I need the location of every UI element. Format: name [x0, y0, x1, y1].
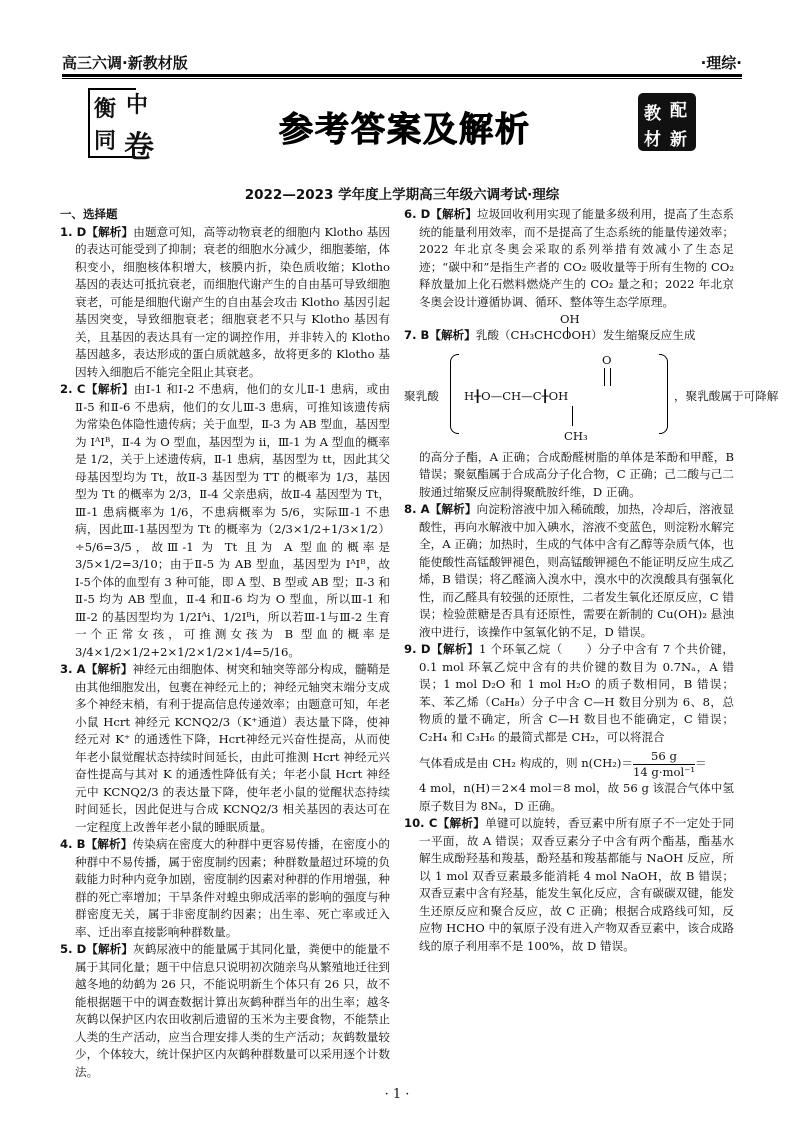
answer-item [404, 815, 734, 955]
logo-char: 新 [670, 130, 687, 150]
methyl-bond [572, 406, 573, 426]
logo-hengzhong [88, 88, 160, 165]
answer-tag: 10. C【解析】 [404, 816, 486, 830]
section-heading: 一、选择题 [60, 207, 118, 221]
polylactic-acid-structure [404, 346, 779, 448]
answer-item [60, 381, 390, 661]
header-right-label: ·理综· [700, 54, 742, 72]
right-column [404, 206, 779, 955]
page-title: 参考答案及解析 [279, 110, 531, 150]
header-rule-thin [62, 78, 742, 79]
carbonyl-oxygen: O [602, 352, 612, 367]
answer-tag: 2. C【解析】 [60, 382, 134, 396]
answer-tag: 5. D【解析】 [60, 942, 134, 956]
exam-subtitle: 2022—2023 学年度上学期高三年级六调考试·理综 [244, 187, 560, 203]
answer-tag: 3. A【解析】 [60, 662, 133, 676]
answer-text: 灰鹤尿液中的能量属于其同化量，粪便中的能量不属于其同化量；题干中信息只说明初次随亲鸟从繁殖地迁往到越冬地的幼鹤为 26 只，不能说明新生个体只有 26 只，故不能根据题干中的调查数据计算出灰鹤种群当年的出生率；越冬灰鹤以保护区内农田收割后遗留的玉米为主要食物，不能禁止人类的生产活动，应当合理安排人类的生产活动；灰鹤数量较少，个体较大，统计保护区内灰鹤种群数量可以采用逐个计数法。 [75, 942, 390, 1079]
answer-text: 1 个环氧乙烷（ ）分子中含有 7 个共价键，0.1 mol 环氧乙烷中含有的共价键的数目为 0.7Nₐ，A 错误；1 mol D₂O 和 1 mol H₂O 的质子数相同，B 错误；苯、苯乙烯（C₈H₈）分子中含 C—H 数目分别为 6、8，总物质的量不确定，所含 C—H 数目也不能确定，C 错误；C₂H₄ 和 C₃H₆ 的最简式都是 CH₂，可以将混合 [419, 642, 734, 744]
answer-text: 垃圾回收利用实现了能量多级利用，提高了生态系统的能量利用效率，而不是提高了生态系统的能量传递效率；2022 年北京冬奥会采取的系列举措有效减小了生态足迹；“碳中和”是指生产者的 CO₂ 吸收量等于所有生物的 CO₂ 释放量加上化石燃料燃烧产生的 CO₂ 量之和；2022 年北京冬奥会设计遵循协调、循环、整体等生态学原理。 [419, 207, 734, 309]
methyl-group: CH₃ [564, 428, 588, 443]
answer-text: 乳酸（CH₃CHCOOH）发生缩聚反应生成 [475, 328, 696, 342]
logo-char: 衡 [94, 96, 117, 122]
answer-item [404, 641, 734, 746]
answer-text-continued: 4 mol，n(H)＝2×4 mol＝8 mol，故 56 g 该混合气体中氢原子数目为 8Nₐ，D 正确。 [419, 781, 734, 813]
polymer-chain: H╂O—CH—C╂OH [464, 388, 569, 403]
formula-prefix: 气体看成是由 CH₂ 构成的，则 n(CH₂)＝ [419, 756, 633, 770]
fraction [633, 749, 695, 780]
answer-item [60, 836, 390, 941]
structure-suffix: ，聚乳酸属于可降解 [674, 388, 779, 403]
header-left-label: 高三六调·新教材版 [62, 54, 188, 72]
header-rule-thick [62, 74, 742, 77]
logo-char: 教 [644, 104, 661, 124]
left-column [60, 206, 390, 1081]
logo-char: 材 [644, 130, 661, 150]
answer-text: 神经元由细胞体、树突和轴突等部分构成，髓鞘是由其他细胞发出，包裹在神经元上的；神经元轴突末端分支成多个神经末梢，有利于提高信息传递效率；由题意可知，年老小鼠 Hcrt 神经元 KCNQ2/3（K⁺通道）表达量下降，使神经元对 K⁺ 的通透性下降，Hcrt神经元兴奋性提高，从而使年老小鼠觉醒状态持续时间延长，由此可推测 Hcrt 神经元兴奋性提高与其对 K 的通透性降低有关；年老小鼠 Hcrt 神经元中 KCNQ2/3 的表达量下降，使年老小鼠的觉醒状态持续时间延长，因此促进与合成 KCNQ2/3 相关基因的表达可在一定程度上改善年老小鼠的睡眠质量。 [75, 662, 390, 834]
logo-char: 配 [670, 101, 687, 121]
answer-item [60, 224, 390, 382]
answer-tag: 9. D【解析】 [404, 642, 480, 656]
answer-text: 由Ⅰ-1 和Ⅰ-2 不患病，他们的女儿Ⅱ-1 患病，或由Ⅱ-5 和Ⅱ-6 不患病，他们的女儿Ⅲ-3 患病，可推知该遗传病为常染色体隐性遗传病；关于血型，Ⅱ-3 为 AB 型血，基因型为 IᴬIᴮ，Ⅱ-4 为 O 型血，基因型为 ii，Ⅲ-1 为 A 型血的概率是 1/2，关于上述遗传病，Ⅱ-1 患病，基因型为 tt，因此其父母基因型均为 Tt，故Ⅱ-3 基因型为 TT 的概率为 1/3，基因型为 Tt 的概率为 2/3，Ⅱ-4 父亲患病，故Ⅱ-4 基因型为 Tt，Ⅲ-1 患病概率为 1/6，不患病概率为 5/6，实际Ⅲ-1 不患病，因此Ⅲ-1基因型为 Tt 的概率为（2/3×1/2+1/3×1/2）÷5/6=3/5，故Ⅲ-1 为 Tt 且为 A 型血的概率是 3/5×1/2=3/10；由于Ⅱ-5 为 AB 型血，基因型为 IᴬIᴮ，故Ⅰ-5个体的血型有 3 种可能，即 A 型、B 型或 AB 型；Ⅱ-3 和Ⅱ-5 均为 AB 型血，Ⅱ-4 和Ⅱ-6 均为 O 型血，所以Ⅲ-1 和Ⅲ-2 的基因型均为 1/2Iᴬi、1/2Iᴮi，所以若Ⅲ-1与Ⅲ-2 生育一个正常女孩，可推测女孩为 B 型血的概率是 3/4×1/2×1/2+2×1/2×1/2×1/4=5/16。 [75, 382, 390, 659]
answer-text: 由题意可知，高等动物衰老的细胞内 Klotho 基因的表达可能受到了抑制；衰老的细胞水分减少，细胞萎缩，体积变小，细胞核体积增大，核膜内折，染色质收缩；Klotho 基因的表达可抵抗衰老，而细胞代谢产生的自由基可导致细胞衰老，可能是细胞代谢产生的自由基会攻击 Klotho 基因引起基因突变，导致细胞衰老；细胞衰老不只与 Klotho 基因有关，且基因的表达具有一定的调控作用，并非转入的 Klotho 基因越多，表达形成的蛋白质就越多，故将更多的 Klotho 基因转入细胞后不能完全阻止其衰老。 [75, 224, 391, 379]
fraction-numerator: 56 g [633, 749, 695, 765]
fraction-denominator: 14 g·mol⁻¹ [632, 764, 695, 779]
answer-item [404, 206, 734, 311]
answer-tag: 6. D【解析】 [404, 207, 478, 221]
logo-char: 卷 [124, 130, 154, 165]
logo-new-textbook [638, 93, 696, 151]
answer-tag: 7. B【解析】 [404, 328, 476, 342]
answer-text: 传染病在密度大的种群中更容易传播，在密度小的种群中不易传播，属于密度制约因素；种群数量超过环境的负载能力时种内竞争加剧，密度制约因素对种群的作用增强，种群的死亡率增加；干旱条件对蝗虫卵成活率的影响的强度与种群密度无关，属于非密度制约因素；出生率、死亡率或迁入率、迁出率直接影响种群数量。 [75, 837, 390, 939]
answer-tag: 8. A【解析】 [404, 502, 477, 516]
answer-text: 向淀粉溶液中加入稀硫酸，加热，冷却后，溶液显酸性，再向水解液中加入碘水，溶液不变蓝色，则淀粉水解完全，A 正确；加热时，生成的气体中含有乙醇等杂质气体，也能使酸性高锰酸钾褪色，则高锰酸钾褪色不能证明反应生成乙烯，B 错误；将乙醛滴入溴水中，溴水中的次溴酸具有强氧化性，而乙醛具有较强的还原性，二者发生氧化还原反应，C 错误；检验蔗糖是否具有还原性，需要在新制的 Cu(OH)₂ 悬浊液中进行，该操作中氢氧化钠不足，D 错误。 [419, 502, 734, 639]
answer-item [60, 941, 390, 1081]
page-number: · 1 · [384, 1087, 410, 1102]
oh-group: OH [560, 312, 580, 326]
page-header [62, 50, 742, 74]
answer-text: 单键可以旋转，香豆素中所有原子不一定处于同一平面，故 A 错误；双香豆素分子中含有两个酯基，酯基水解生成酚羟基和羧基，酚羟基和羧基都能与 NaOH 反应，所以 1 mol 双香豆素最多能消耗 4 mol NaOH，故 B 错误；双香豆素中含有羟基，能发生氧化反应，含有碳碳双键，能发生还原反应和聚合反应，故 C 正确；根据合成路线可知，反应物 HCHO 中的氧原子没有进入产物双香豆素中，该合成路线的原子利用率不是 100%，故 D 错误。 [419, 816, 734, 953]
bracket-right [659, 354, 668, 434]
answer-tag: 4. B【解析】 [60, 837, 133, 851]
answer-text-continued: 的高分子酯，A 正确；合成酚醛树脂的单体是苯酚和甲醛，B 错误；聚氨酯属于合成高分子化合物，C 正确；己二酸与己二胺通过缩聚反应制得聚酰胺纤维，D 正确。 [419, 449, 734, 499]
structure-oh-label [404, 311, 734, 327]
answer-item [404, 327, 734, 345]
answer-item [404, 501, 734, 641]
answer-tag: 1. D【解析】 [60, 224, 134, 239]
formula-line [404, 746, 734, 780]
bracket-left [450, 354, 459, 434]
formula-suffix: ＝ [694, 756, 707, 770]
double-bond [604, 368, 611, 386]
structure-prefix: 聚乳酸 [404, 388, 439, 403]
logo-char: 中 [126, 92, 149, 118]
logo-char: 同 [94, 128, 117, 154]
answer-item [60, 661, 390, 836]
